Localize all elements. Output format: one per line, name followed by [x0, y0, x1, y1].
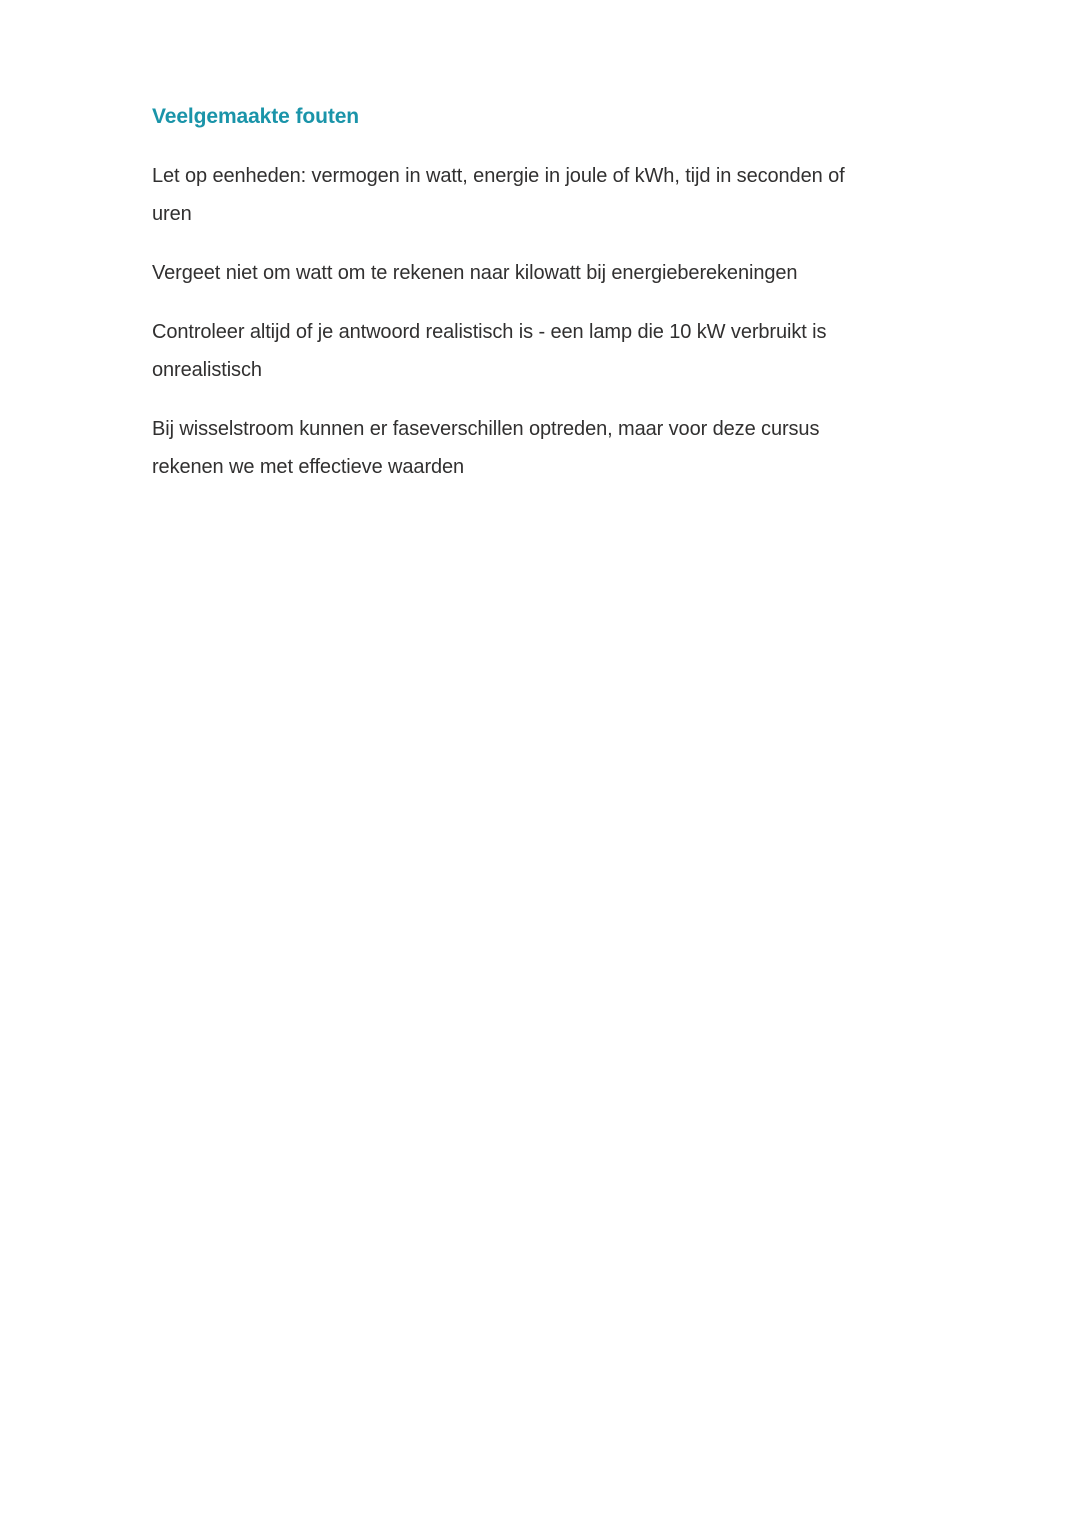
paragraph-line: rekenen we met effectieve waarden — [152, 456, 465, 478]
document-content — [152, 103, 922, 486]
paragraph-ac-phase — [152, 410, 922, 486]
paragraph-units-warning — [152, 157, 922, 233]
paragraph-kilowatt-conversion — [152, 254, 922, 292]
paragraph-line: onrealistisch — [152, 359, 262, 381]
paragraph-line: Bij wisselstroom kunnen er faseverschillen optreden, maar voor deze cursus — [152, 418, 820, 440]
paragraph-line: uren — [152, 203, 192, 225]
paragraph-realistic-answer — [152, 313, 922, 389]
paragraph-line: Let op eenheden: vermogen in watt, energie in joule of kWh, tijd in seconden of — [152, 165, 845, 187]
section-heading: Veelgemaakte fouten — [152, 105, 360, 128]
paragraph-line: Controleer altijd of je antwoord realistisch is - een lamp die 10 kW verbruikt is — [152, 321, 827, 343]
paragraph-line: Vergeet niet om watt om te rekenen naar kilowatt bij energieberekeningen — [152, 262, 798, 284]
